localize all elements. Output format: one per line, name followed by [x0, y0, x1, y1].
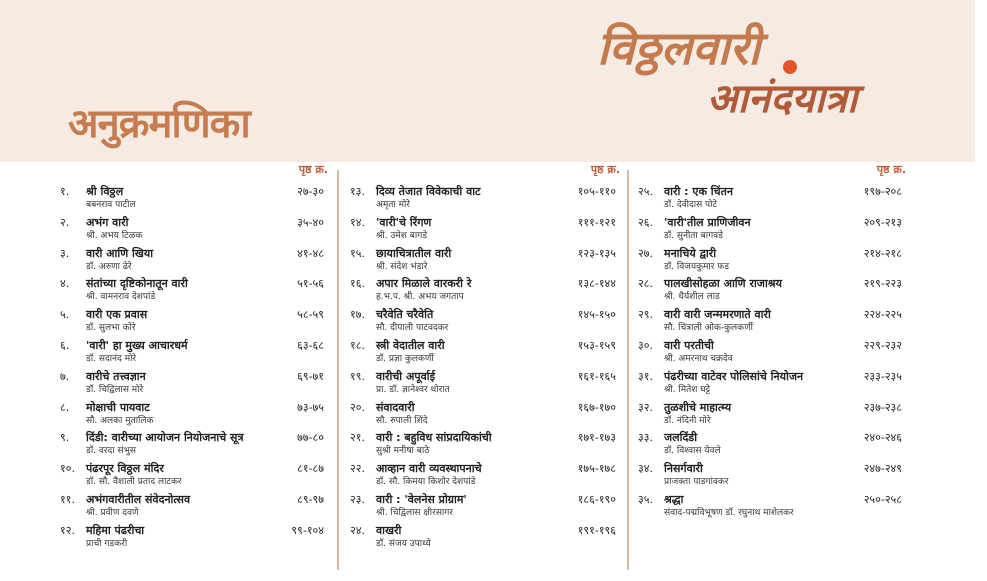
entry-author: सौ. रुपाली शिंदे [376, 415, 428, 426]
column-divider [337, 170, 339, 570]
entry-title: चरैवेति चरैवेति [376, 308, 434, 322]
brand-logo-dot [783, 60, 797, 74]
entry-title: पंढरीच्या वाटेवर पोलिसांचे नियोजन [664, 369, 804, 383]
toc-entry [60, 400, 328, 432]
toc-entry [638, 338, 906, 370]
entry-number: २०. [350, 400, 365, 414]
entry-author: डॉ. वरदा संभुस [86, 446, 137, 457]
toc-entry [60, 430, 328, 462]
entry-title: 'वारी'तील प्राणिजीवन [664, 215, 751, 229]
entry-number: १४. [350, 215, 365, 229]
toc-entry [638, 184, 906, 216]
page-number-heading: पृष्ठ क्र. [298, 163, 328, 176]
toc-entry [60, 492, 328, 524]
entry-pages: २३७-२३८ [863, 400, 902, 414]
entry-title: वारी आणि खिया [86, 246, 154, 260]
entry-author: श्री. चिद्विलास क्षीरसागर [376, 508, 453, 518]
brand-logo-line1: विठ्ठलवारी [597, 21, 761, 75]
entry-author: डॉ. अरुणा ढेरे [86, 261, 132, 272]
entry-number: ५. [60, 308, 70, 322]
entry-title: श्रद्धा [664, 493, 684, 506]
entry-pages: २२४-२२५ [863, 308, 902, 322]
entry-author: संवाद-पद्मविभूषण डॉ. रघुनाथ माशेलकर [664, 508, 794, 518]
entry-author: डॉ. संजय उपाध्ये [376, 538, 431, 549]
toc-entry [350, 400, 620, 432]
entry-pages: १४५-१५० [577, 308, 616, 322]
entry-pages: १९१-१९६ [577, 523, 616, 537]
entry-author: डॉ. नंदिनी मोरे [664, 415, 711, 426]
entry-title: 'वारी' हा मुख्य आचारधर्म [86, 339, 188, 352]
entry-title: छायाचित्रातील वारी [376, 246, 452, 260]
entry-pages: २५०-२५८ [863, 493, 902, 506]
entry-pages: १७१-१७३ [577, 431, 616, 445]
entry-title: स्त्री वेदातील वारी [376, 339, 445, 352]
entry-title: जलदिंडी [664, 431, 698, 445]
entry-pages: १६७-१७० [577, 400, 616, 414]
entry-pages: ३५-४० [297, 215, 324, 229]
entry-pages: ६९-७१ [297, 369, 324, 383]
contents-column-2 [350, 162, 620, 577]
entry-title: वारी परतीची [664, 339, 714, 352]
entry-number: ३३. [638, 431, 653, 445]
entry-author: सौ. अलका मुतालिक [86, 415, 154, 426]
page-title: अनुक्रमणिका [68, 101, 250, 147]
entry-author: डॉ. विजयकुमार फड [664, 261, 730, 272]
toc-entry [638, 430, 906, 462]
entry-pages: ८१-८७ [297, 462, 324, 476]
entry-title: तुळशीचे माहात्म्य [664, 400, 732, 414]
entry-number: १०. [60, 462, 75, 476]
entry-pages: ९९-१०४ [291, 523, 324, 537]
brand-logo-line2: आनंदयात्रा [707, 75, 858, 122]
entry-number: ३०. [638, 339, 653, 352]
entry-title: वाखरी [376, 523, 402, 537]
toc-entry [60, 307, 328, 339]
entry-author: डॉ. चिद्विलास मोरे [86, 384, 144, 395]
entry-title: निसर्गवारी [664, 462, 703, 476]
entry-number: १३. [350, 185, 365, 198]
toc-entry [60, 369, 328, 401]
entry-author: डॉ. सुनीता बागवडे [664, 230, 723, 241]
entry-title: 'वारी'चे रिंगण [376, 215, 432, 229]
toc-entry [60, 523, 328, 555]
entry-number: ८. [60, 400, 70, 414]
entry-pages: १९७-२०८ [863, 185, 902, 198]
entry-pages: २१४-२१८ [863, 246, 902, 260]
entry-title: मनाचिये द्वारी [664, 246, 717, 260]
entry-author: ह.भ.प. श्री. अभय जगताप [376, 292, 464, 303]
entry-number: ६. [60, 339, 70, 352]
entry-number: ७. [60, 369, 70, 383]
entry-author: डॉ. सुलभा कोरे [86, 323, 136, 334]
toc-entry [350, 523, 620, 555]
entry-title: वारी : एक चिंतन [664, 185, 733, 198]
toc-entry [350, 461, 620, 493]
entry-number: १२. [60, 523, 75, 537]
entry-pages: १५३-१५९ [577, 339, 616, 352]
entry-pages: १८६-१९० [577, 493, 616, 506]
toc-entry [638, 400, 906, 432]
entry-pages: २१९-२२३ [863, 277, 902, 291]
toc-entry [60, 276, 328, 308]
toc-entry [350, 246, 620, 278]
entry-title: वारी : बहुविध सांप्रदायिकांची [376, 431, 492, 445]
entry-title: श्री विठ्ठल [86, 185, 124, 198]
entry-author: डॉ. विश्वास येवले [664, 446, 721, 457]
entry-pages: २४०-२४६ [863, 431, 902, 445]
entry-pages: २०९-२१३ [863, 215, 902, 229]
entry-pages: २२९-२३२ [863, 339, 902, 352]
entry-pages: २३३-२३५ [863, 369, 902, 383]
entry-author: श्री. उमेश बागडे [376, 230, 428, 241]
entry-number: २१. [350, 431, 365, 445]
entry-pages: ४१-४८ [297, 246, 324, 260]
toc-entry [60, 246, 328, 278]
entry-author: डॉ. सौ. किमया किशोर देशपांडे [376, 477, 476, 488]
brand-logo [597, 18, 927, 148]
entry-number: ३. [60, 246, 70, 260]
entry-title: पंढरपूर विठ्ठल मंदिर [86, 462, 164, 476]
entry-number: ४. [60, 277, 70, 291]
entry-number: २. [60, 215, 70, 229]
toc-entry [350, 338, 620, 370]
entry-number: ११. [60, 493, 75, 506]
entry-number: २९. [638, 308, 653, 322]
entry-author: सौ. चित्राली ओक-कुलकर्णी [664, 323, 753, 334]
entry-author: श्री. अभय टिळक [86, 230, 143, 241]
toc-entry [638, 215, 906, 247]
entry-pages: ७७-८० [297, 431, 324, 445]
entry-title: संतांच्या दृष्टिकोनातून वारी [86, 277, 188, 291]
entry-pages: ६३-६८ [297, 339, 324, 352]
entry-title: दिव्य तेजात विवेकाची वाट [376, 185, 481, 198]
entry-title: अपार मिळाले वारकरी रे [376, 277, 472, 291]
entry-title: महिमा पंढरीचा [86, 523, 145, 537]
entry-number: ३५. [638, 493, 653, 506]
entry-pages: १११-१२१ [577, 215, 616, 229]
entry-number: २२. [350, 462, 365, 476]
entry-number: १८. [350, 339, 365, 352]
entry-author: श्री. वामनराव देशपांडे [86, 292, 156, 303]
entry-number: १६. [350, 277, 365, 291]
entry-author: डॉ. सदानंद मोरे [86, 354, 137, 364]
toc-entry [60, 215, 328, 247]
entry-author: डॉ. सौ. वैशाली प्रताद लाटकर [86, 477, 182, 488]
entry-number: २८. [638, 277, 653, 291]
entry-number: ३४. [638, 462, 653, 476]
entry-pages: २४७-२४९ [863, 462, 902, 476]
entry-pages: १७५-१७८ [577, 462, 616, 476]
entry-pages: १६१-१६५ [577, 369, 616, 383]
entry-number: १९. [350, 369, 365, 383]
toc-entry [638, 246, 906, 278]
page-edge [975, 0, 987, 581]
contents-column-1 [60, 162, 328, 577]
entry-pages: १२३-१३५ [577, 246, 616, 260]
entry-pages: ५८-५९ [297, 308, 324, 322]
entry-number: १५. [350, 246, 365, 260]
entry-pages: ५१-५६ [297, 277, 324, 291]
entry-title: दिंडी: वारीच्या आयोजन नियोजनाचे सूत्र [86, 431, 244, 445]
toc-entry [350, 215, 620, 247]
page-number-heading: पृष्ठ क्र. [590, 163, 620, 176]
entry-title: अभंगवारीतील संवेदनोत्सव [86, 493, 191, 506]
toc-entry [60, 184, 328, 216]
toc-entry [638, 369, 906, 401]
toc-entry [638, 461, 906, 493]
entry-author: डॉ. देवीदास पोटे [664, 200, 718, 210]
entry-author: श्री. धैर्यशील लाड [664, 292, 720, 303]
contents-column-3 [638, 162, 906, 577]
entry-title: पालखीसोहळा आणि राजाश्रय [664, 277, 782, 291]
entry-number: १७. [350, 308, 365, 322]
entry-author: डॉ. प्रज्ञा कुलकर्णी [376, 354, 434, 364]
entry-number: ३१. [638, 369, 653, 383]
entry-title: वारी : 'वेलनेस प्रोग्राम' [376, 493, 467, 506]
entry-author: श्री. मितेश घट्टे [664, 384, 710, 395]
entry-pages: ७३-७५ [297, 400, 324, 414]
entry-author: श्री. प्रवीण दवणे [86, 508, 139, 518]
page-number-heading: पृष्ठ क्र. [876, 163, 906, 176]
toc-entry [638, 492, 906, 524]
entry-title: मोक्षाची पायवाट [86, 400, 150, 414]
entry-title: वारी एक प्रवास [86, 308, 148, 322]
entry-title: संवादवारी [376, 400, 415, 414]
entry-author: अमृता मोरे [376, 200, 410, 210]
column-divider [627, 170, 629, 570]
entry-title: वारीची अपूर्वाई [376, 369, 435, 383]
entry-number: २५. [638, 185, 653, 198]
entry-pages: १३८-१४४ [577, 277, 616, 291]
entry-number: ३२. [638, 400, 653, 414]
entry-title: अभंग वारी [86, 215, 129, 229]
entry-pages: १०५-११० [577, 185, 616, 198]
entry-author: सौ. दीपाली पाटवदकर [376, 323, 449, 334]
entry-author: श्री. संदेश भंडारे [376, 261, 428, 272]
toc-entry [638, 276, 906, 308]
entry-author: प्राची गडकरी [86, 538, 128, 549]
toc-entry [350, 492, 620, 524]
entry-title: वारी वारी जन्ममरणाते वारी [664, 308, 771, 322]
entry-author: श्री. अमरनाथ चक्रदेव [664, 354, 733, 364]
entry-author: प्रा. डॉ. ज्ञानेश्वर थोरात [376, 384, 450, 395]
toc-entry [350, 184, 620, 216]
toc-entry [350, 307, 620, 339]
entry-number: २३. [350, 493, 365, 506]
toc-entry [638, 307, 906, 339]
entry-author: प्राजक्ता पाडगांवकर [664, 477, 729, 488]
toc-entry [350, 276, 620, 308]
entry-title: वारीचे तत्त्वज्ञान [86, 369, 146, 383]
toc-entry [60, 461, 328, 493]
entry-title: आव्हान वारी व्यवस्थापनाचे [376, 462, 482, 476]
entry-pages: २७-३० [297, 185, 324, 198]
entry-number: २४. [350, 523, 365, 537]
entry-author: बबनराव पाटील [86, 200, 136, 210]
entry-author: सुश्री मनीषा बाठे [376, 446, 430, 457]
toc-entry [60, 338, 328, 370]
toc-entry [350, 369, 620, 401]
entry-pages: ८९-९७ [297, 493, 324, 506]
entry-number: ९. [60, 431, 70, 445]
entry-number: २७. [638, 246, 653, 260]
toc-entry [350, 430, 620, 462]
entry-number: २६. [638, 215, 653, 229]
entry-number: १. [60, 185, 70, 198]
